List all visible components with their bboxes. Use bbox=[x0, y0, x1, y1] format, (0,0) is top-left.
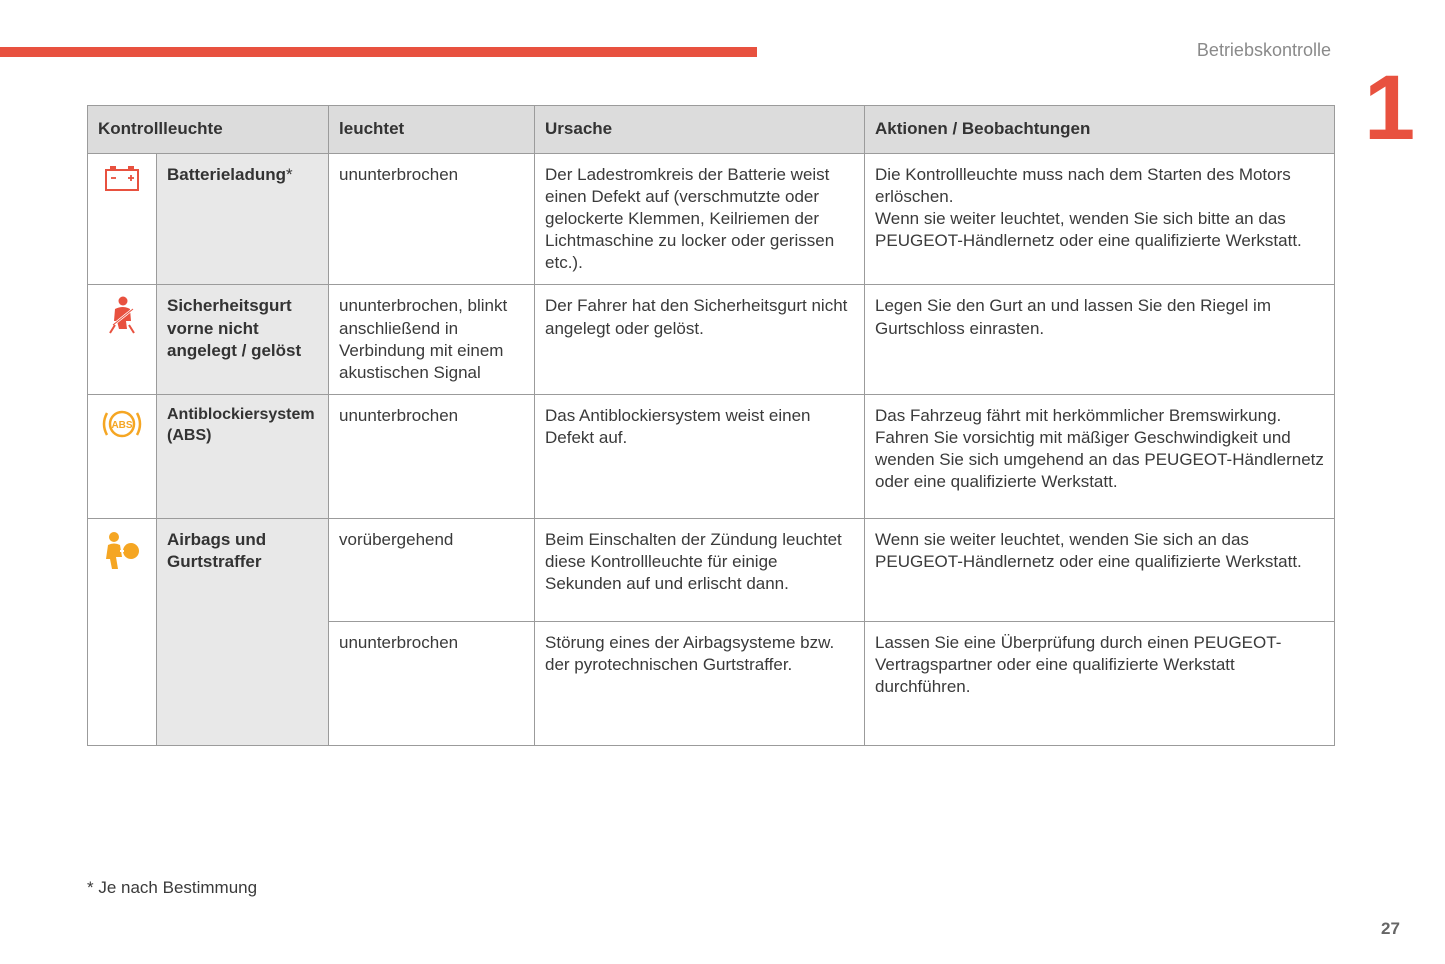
table-row bbox=[88, 518, 1335, 621]
warning-light-name: Airbags und Gurtstraffer bbox=[157, 518, 329, 745]
cause-cell: Beim Einschalten der Zündung leuchtet diese Kontrollleuchte für einige Sekunden auf und erlischt dann. bbox=[535, 518, 865, 621]
icon-cell bbox=[88, 285, 157, 394]
warning-light-name: Antiblockiersystem (ABS) bbox=[157, 394, 329, 518]
action-cell: Das Fahrzeug fährt mit herkömmlicher Bremswirkung. Fahren Sie vorsichtig mit mäßiger Geschwindigkeit und wenden Sie sich umgehend an das PEUGEOT-Händlernetz oder eine qualifizierte Werkstatt. bbox=[865, 394, 1335, 518]
table-header-row bbox=[88, 106, 1335, 154]
cause-cell: Das Antiblockiersystem weist einen Defekt auf. bbox=[535, 394, 865, 518]
lit-cell: ununterbrochen, blinkt anschließend in Verbindung mit einem akustischen Signal bbox=[329, 285, 535, 394]
name-asterisk: * bbox=[286, 165, 293, 184]
header-accent-bar bbox=[0, 47, 757, 57]
table-row bbox=[88, 394, 1335, 518]
icon-cell bbox=[88, 518, 157, 745]
svg-text:ABS: ABS bbox=[111, 419, 133, 431]
warning-light-name: Sicherheitsgurt vorne nicht angelegt / gelöst bbox=[157, 285, 329, 394]
lit-cell: ununterbrochen bbox=[329, 394, 535, 518]
lit-cell: ununterbrochen bbox=[329, 154, 535, 285]
airbag-icon bbox=[100, 558, 144, 577]
header-kontrollleuchte: Kontrollleuchte bbox=[88, 106, 329, 154]
header-aktionen: Aktionen / Beobachtungen bbox=[865, 106, 1335, 154]
icon-cell bbox=[88, 154, 157, 285]
chapter-number: 1 bbox=[1364, 57, 1416, 159]
footnote: * Je nach Bestimmung bbox=[87, 878, 258, 897]
abs-icon bbox=[98, 419, 146, 447]
lit-cell: vorübergehend bbox=[329, 518, 535, 621]
warning-lights-table bbox=[87, 105, 1335, 746]
cause-cell: Der Ladestromkreis der Batterie weist einen Defekt auf (verschmutzte oder gelockerte Klemmen, Keilriemen der Lichtmaschine zu locker oder gerissen etc.). bbox=[535, 154, 865, 285]
header-ursache: Ursache bbox=[535, 106, 865, 154]
lit-cell: ununterbrochen bbox=[329, 621, 535, 745]
table-row bbox=[88, 285, 1335, 394]
icon-cell bbox=[88, 394, 157, 518]
cause-cell: Störung eines der Airbagsysteme bzw. der pyrotechnischen Gurtstraffer. bbox=[535, 621, 865, 745]
action-cell: Legen Sie den Gurt an und lassen Sie den Riegel im Gurtschloss einrasten. bbox=[865, 285, 1335, 394]
section-title: Betriebskontrolle bbox=[1196, 40, 1331, 60]
battery-icon bbox=[103, 179, 141, 198]
name-text: Batterieladung bbox=[167, 165, 287, 184]
table-row bbox=[88, 154, 1335, 285]
action-cell: Lassen Sie eine Überprüfung durch einen PEUGEOT-Vertragspartner oder eine qualifizierte Werkstatt durchführen. bbox=[865, 621, 1335, 745]
action-cell: Die Kontrollleuchte muss nach dem Starten des Motors erlöschen. Wenn sie weiter leuchtet, wenden Sie sich bitte an das PEUGEOT-Händlernetz oder eine qualifizierte Werkstatt. bbox=[865, 154, 1335, 285]
header-leuchtet: leuchtet bbox=[329, 106, 535, 154]
warning-light-name bbox=[157, 154, 329, 285]
seatbelt-icon bbox=[105, 320, 139, 339]
page-number: 27 bbox=[1381, 919, 1400, 938]
action-cell: Wenn sie weiter leuchtet, wenden Sie sich an das PEUGEOT-Händlernetz oder eine qualifizierte Werkstatt. bbox=[865, 518, 1335, 621]
cause-cell: Der Fahrer hat den Sicherheitsgurt nicht angelegt oder gelöst. bbox=[535, 285, 865, 394]
